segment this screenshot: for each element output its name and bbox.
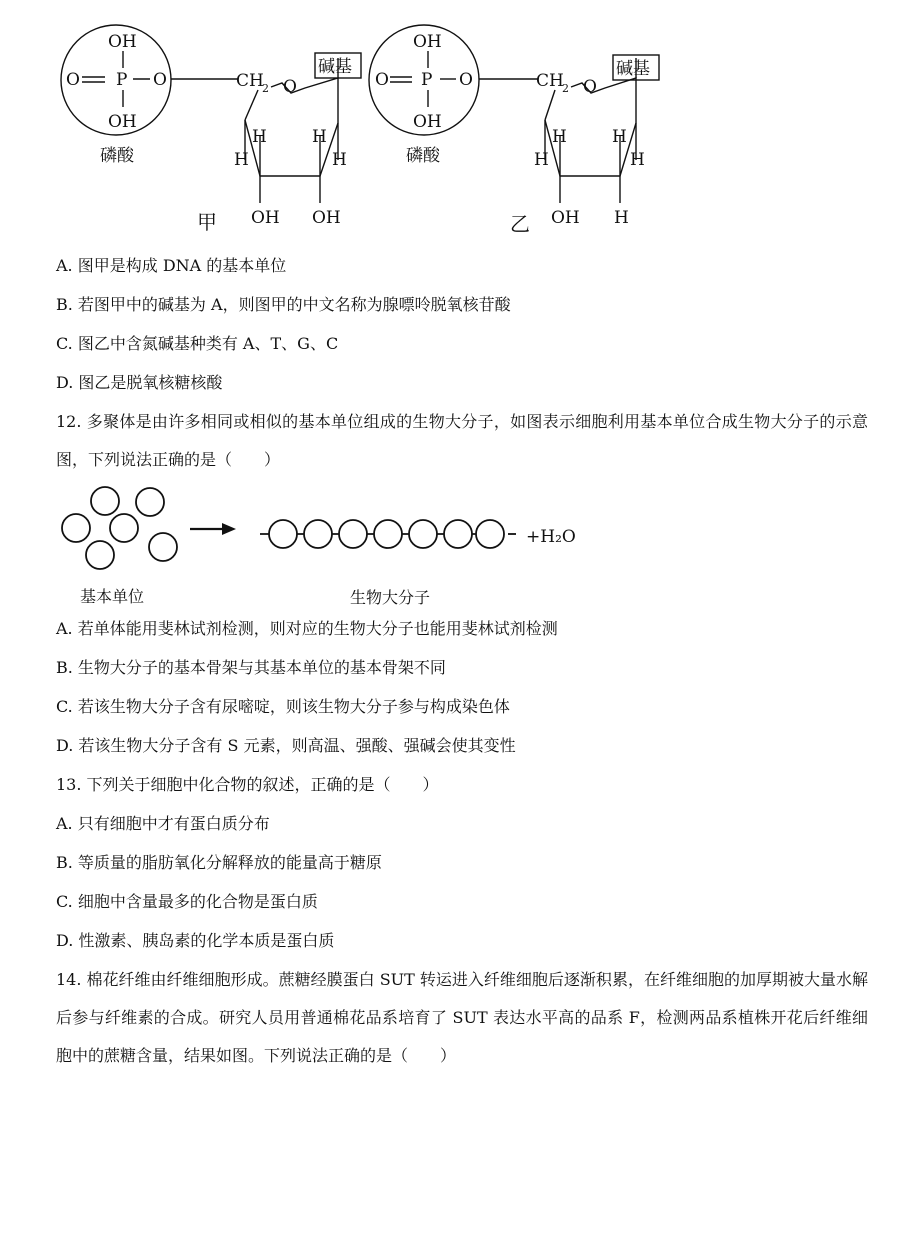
q11-option-d: D. 图乙是脱氧核糖核酸: [56, 373, 223, 392]
ring-oxygen: O: [283, 77, 297, 97]
h-atom-3prime: H: [614, 208, 629, 228]
q13-option-a: A. 只有细胞中才有蛋白质分布: [56, 814, 270, 833]
phosphate-o-left: O: [375, 70, 389, 90]
label-jia: 甲: [197, 210, 217, 234]
phosphate-oh-top: OH: [413, 32, 442, 52]
h-atom: H: [612, 127, 627, 147]
phosphate-o-right: O: [153, 70, 167, 90]
polymer-synthesis-figure: [0, 476, 916, 616]
phosphate-o-right: O: [459, 70, 473, 90]
label-yi: 乙: [510, 212, 530, 236]
hydroxyl-3prime: OH: [312, 208, 341, 228]
q11-option-c: C. 图乙中含氮碱基种类有 A、T、G、C: [56, 334, 339, 353]
h-atom: H: [332, 150, 347, 170]
h-atom: H: [534, 150, 549, 170]
hydroxyl-2prime: OH: [551, 208, 580, 228]
phosphate-label: 磷酸: [100, 146, 134, 166]
base-label: 碱基: [318, 57, 352, 77]
phosphate-oh-bottom: OH: [108, 112, 137, 132]
q13-option-d: D. 性激素、胰岛素的化学本质是蛋白质: [56, 931, 335, 950]
hydroxyl-2prime: OH: [251, 208, 280, 228]
phosphate-oh-top: OH: [108, 32, 137, 52]
base-label: 碱基: [616, 59, 650, 79]
q12-stem: 12. 多聚体是由许多相同或相似的基本单位组成的生物大分子，如图表示细胞利用基本单位合成生物大分子的示意图，下列说法正确的是（ ）: [56, 412, 868, 469]
ch2-group: CH: [236, 71, 264, 91]
h-atom: H: [252, 127, 267, 147]
ch2-subscript: 2: [262, 82, 269, 95]
phosphate-p: P: [421, 70, 433, 90]
polymer-label: 生物大分子: [350, 588, 431, 607]
phosphate-oh-bottom: OH: [413, 112, 442, 132]
q12-option-c: C. 若该生物大分子含有尿嘧啶，则该生物大分子参与构成染色体: [56, 697, 510, 716]
q12-option-d: D. 若该生物大分子含有 S 元素，则高温、强酸、强碱会使其变性: [56, 736, 516, 755]
ch2-subscript: 2: [562, 82, 569, 95]
water-product: +H₂O: [526, 527, 576, 547]
q14-stem: 14. 棉花纤维由纤维细胞形成。蔗糖经膜蛋白 SUT 转运进入纤维细胞后逐渐积累，在纤维细胞的加厚期被大量水解后参与纤维素的合成。研究人员用普通棉花品系培育了 SUT 表达水平高的品系 F，检测两品系植株开花后纤维细胞中的蔗糖含量，结果如图。下列说法正确的是（ ）: [56, 970, 868, 1065]
q11-option-b: B. 若图甲中的碱基为 A，则图甲的中文名称为腺嘌呤脱氧核苷酸: [56, 295, 511, 314]
monomer-label: 基本单位: [80, 587, 145, 606]
q11-option-a: A. 图甲是构成 DNA 的基本单位: [56, 256, 287, 275]
q13-stem: 13. 下列关于细胞中化合物的叙述，正确的是（ ）: [56, 775, 439, 794]
arrow-right-icon: [222, 523, 236, 535]
h-atom: H: [630, 150, 645, 170]
phosphate-label: 磷酸: [406, 146, 440, 166]
h-atom: H: [234, 150, 249, 170]
phosphate-p: P: [116, 70, 128, 90]
q12-option-b: B. 生物大分子的基本骨架与其基本单位的基本骨架不同: [56, 658, 446, 677]
q13-option-b: B. 等质量的脂肪氧化分解释放的能量高于糖原: [56, 853, 382, 872]
ch2-group: CH: [536, 71, 564, 91]
ring-oxygen: O: [583, 77, 597, 97]
nucleotide-figure: [0, 0, 916, 245]
h-atom: H: [552, 127, 567, 147]
h-atom: H: [312, 127, 327, 147]
q12-option-a: A. 若单体能用斐林试剂检测，则对应的生物大分子也能用斐林试剂检测: [56, 619, 558, 638]
phosphate-o-left: O: [66, 70, 80, 90]
q13-option-c: C. 细胞中含量最多的化合物是蛋白质: [56, 892, 318, 911]
